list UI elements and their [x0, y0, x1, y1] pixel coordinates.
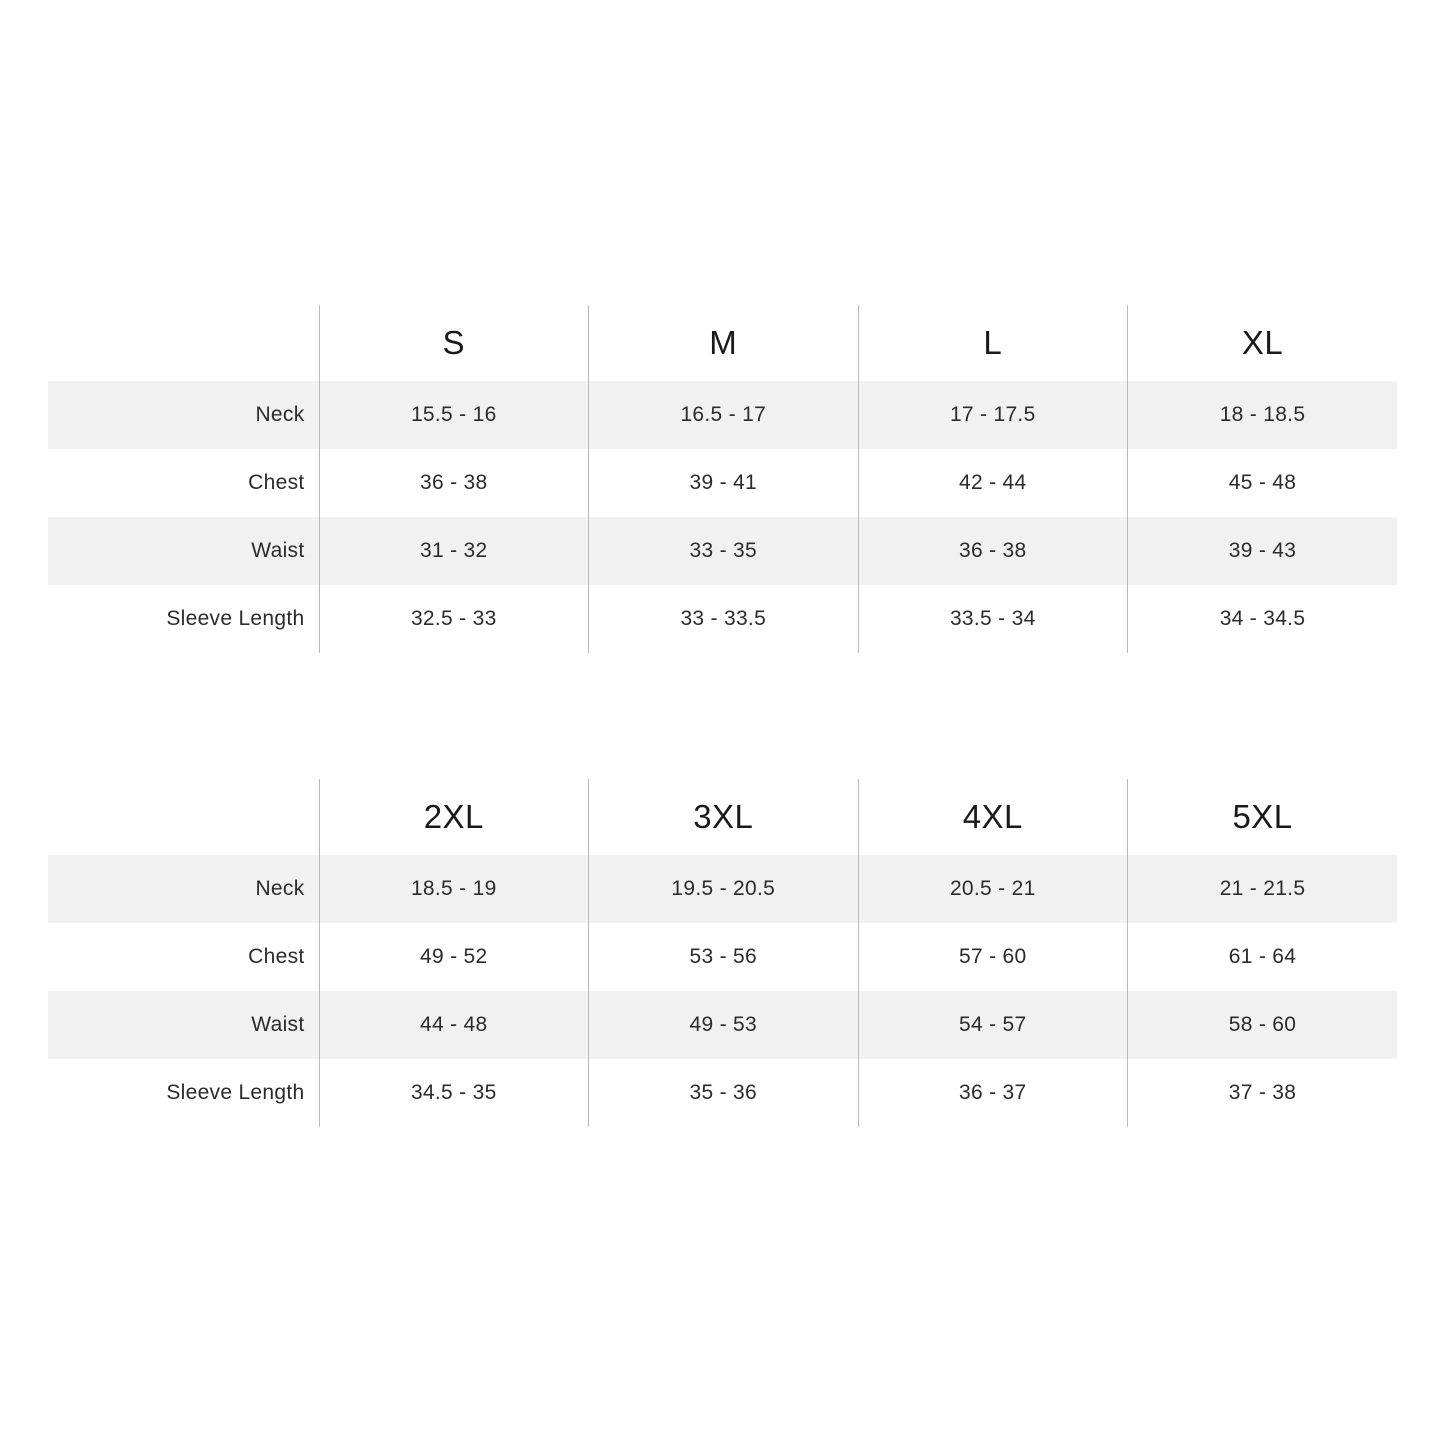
measurement-value: 16.5 - 17: [589, 381, 859, 449]
measurement-value: 18 - 18.5: [1128, 381, 1398, 449]
measurement-value: 34.5 - 35: [319, 1059, 589, 1127]
measurement-column-header: [48, 305, 319, 381]
size-column-header: 3XL: [589, 779, 859, 855]
measurement-value: 58 - 60: [1128, 991, 1398, 1059]
size-table-block: [48, 305, 1397, 653]
measurement-value: 33.5 - 34: [858, 585, 1128, 653]
measurement-value: 21 - 21.5: [1128, 855, 1398, 923]
size-column-header: 5XL: [1232, 798, 1293, 835]
measurement-value: 49 - 52: [319, 923, 589, 991]
measurement-label: Chest: [48, 923, 319, 991]
table-header-row: [48, 779, 1397, 855]
size-column-header: S: [319, 305, 589, 381]
table-row: [48, 855, 1397, 923]
measurement-value: 19.5 - 20.5: [589, 855, 859, 923]
size-column-header: XL: [1241, 324, 1284, 361]
size-table-block: [48, 779, 1397, 1127]
table-row: [48, 449, 1397, 517]
table-row: [48, 517, 1397, 585]
measurement-value: 33 - 33.5: [589, 585, 859, 653]
measurement-value: 36 - 38: [319, 449, 589, 517]
measurement-value: 17 - 17.5: [858, 381, 1128, 449]
measurement-value: 44 - 48: [319, 991, 589, 1059]
measurement-label: Neck: [48, 381, 319, 449]
size-column-header: L: [858, 305, 1128, 381]
measurement-value: 37 - 38: [1228, 1081, 1297, 1104]
measurement-value: 49 - 53: [589, 991, 859, 1059]
measurement-value: 57 - 60: [858, 923, 1128, 991]
measurement-value: 45 - 48: [1228, 471, 1297, 494]
measurement-label: Chest: [48, 449, 319, 517]
measurement-label: Sleeve Length: [48, 1059, 319, 1127]
measurement-column-header: [48, 779, 319, 855]
measurement-value: 36 - 37: [858, 1059, 1128, 1127]
measurement-label: Sleeve Length: [48, 585, 319, 653]
table-row: [48, 585, 1397, 653]
table-header-row: [48, 305, 1397, 381]
measurement-value: 31 - 32: [319, 517, 589, 585]
table-row: [48, 923, 1397, 991]
measurement-value: 54 - 57: [858, 991, 1128, 1059]
measurement-label: Neck: [48, 855, 319, 923]
measurement-value: 18.5 - 19: [319, 855, 589, 923]
measurement-value: 39 - 41: [589, 449, 859, 517]
measurement-value: 39 - 43: [1128, 517, 1398, 585]
table-row: [48, 381, 1397, 449]
measurement-value: 32.5 - 33: [319, 585, 589, 653]
table-row: [48, 991, 1397, 1059]
measurement-value: 33 - 35: [589, 517, 859, 585]
measurement-value: 42 - 44: [858, 449, 1128, 517]
table-row: [48, 1059, 1397, 1127]
measurement-value: 34 - 34.5: [1219, 607, 1306, 630]
measurement-value: 36 - 38: [858, 517, 1128, 585]
measurement-value: 61 - 64: [1228, 945, 1297, 968]
measurement-label: Waist: [48, 991, 319, 1059]
measurement-label: Waist: [48, 517, 319, 585]
size-column-header: 2XL: [319, 779, 589, 855]
size-column-header: 4XL: [858, 779, 1128, 855]
size-column-header: M: [589, 305, 859, 381]
measurement-value: 15.5 - 16: [319, 381, 589, 449]
measurement-value: 53 - 56: [589, 923, 859, 991]
size-table: [48, 779, 1397, 1127]
measurement-value: 20.5 - 21: [858, 855, 1128, 923]
measurement-value: 35 - 36: [589, 1059, 859, 1127]
size-table: [48, 305, 1397, 653]
